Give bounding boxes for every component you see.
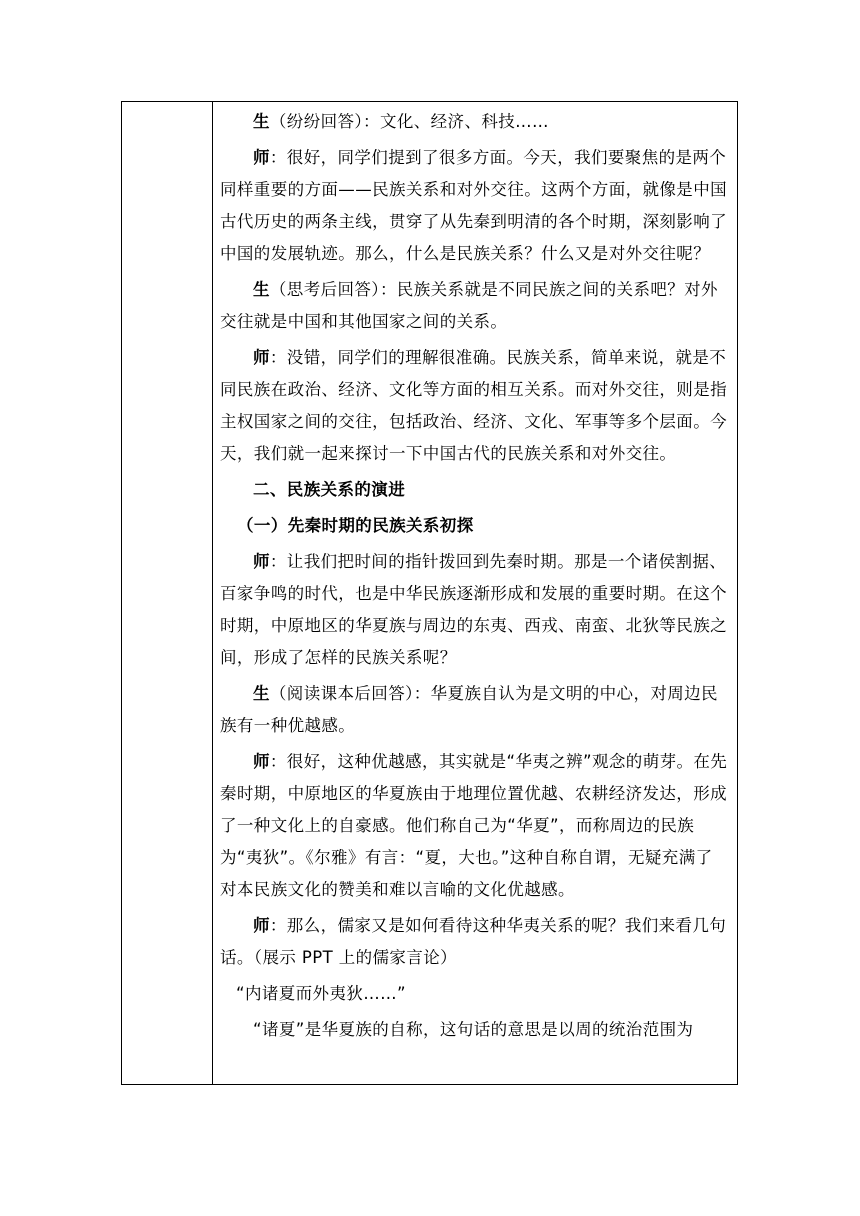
- teacher-paragraph: [220, 342, 728, 470]
- quotation: “内诸夏而外夷狄……”: [236, 984, 406, 1003]
- subsection-heading: （一）先秦时期的民族关系初探: [237, 516, 474, 535]
- speaker-label: 师: [253, 552, 270, 571]
- paragraph-text: （阅读课本后回答）：华夏族自认为是文明的中心，对周边民族有一种优越感。: [220, 684, 718, 735]
- speaker-label: 生: [253, 112, 270, 131]
- speaker-label: 师: [253, 348, 270, 367]
- paragraph-text: （思考后回答）：民族关系就是不同民族之间的关系吧？对外交往就是中国和其他国家之间的关系。: [220, 280, 718, 331]
- teacher-paragraph: [220, 910, 728, 974]
- lesson-content-cell: [220, 106, 728, 1046]
- paragraph-text: （纷纷回答）：文化、经济、科技……: [269, 112, 549, 131]
- paragraph-text: ：让我们把时间的指针拨回到先秦时期。那是一个诸侯割据、百家争鸣的时代，也是中华民族逐渐形成和发展的重要时期。在这个时期，中原地区的华夏族与周边的东夷、西戎、南蛮、北狄等民族之间，形成了怎样的民族关系呢？: [220, 552, 727, 667]
- speaker-label: 师: [253, 752, 270, 771]
- student-answer-paragraph: [220, 106, 728, 138]
- lesson-table: [121, 101, 738, 1085]
- paragraph-text: ：很好，同学们提到了很多方面。今天，我们要聚焦的是两个同样重要的方面——民族关系和对外交往。这两个方面，就像是中国古代历史的两条主线，贯穿了从先秦到明清的各个时期，深刻影响了中国的发展轨迹。那么，什么是民族关系？什么又是对外交往呢？: [220, 148, 727, 263]
- explanation-paragraph: “诸夏”是华夏族的自称，这句话的意思是以周的统治范围为: [253, 1020, 694, 1039]
- student-answer-paragraph: [220, 274, 728, 338]
- speaker-label: 师: [253, 916, 270, 935]
- teacher-paragraph: [220, 546, 728, 674]
- empty-left-cell: [122, 102, 212, 1084]
- paragraph-text: ：没错，同学们的理解很准确。民族关系，简单来说，就是不同民族在政治、经济、文化等方面的相互关系。而对外交往，则是指主权国家之间的交往，包括政治、经济、文化、军事等多个层面。今天，我们就一起来探讨一下中国古代的民族关系和对外交往。: [220, 348, 727, 463]
- student-answer-paragraph: [220, 678, 728, 742]
- teacher-paragraph: [220, 746, 728, 906]
- teacher-paragraph: [220, 142, 728, 270]
- speaker-label: 生: [253, 684, 270, 703]
- section-heading: 二、民族关系的演进: [253, 480, 406, 499]
- paragraph-text: ：那么，儒家又是如何看待这种华夷关系的呢？我们来看几句话。（展示 PPT 上的儒家言论）: [220, 916, 727, 967]
- paragraph-text: ：很好，这种优越感，其实就是“华夷之辨”观念的萌芽。在先秦时期，中原地区的华夏族由于地理位置优越、农耕经济发达，形成了一种文化上的自豪感。他们称自己为“华夏”，而称周边的民族为“夷狄”。《尔雅》有言：“夏，大也。”这种自称自谓，无疑充满了对本民族文化的赞美和难以言喻的文化优越感。: [220, 752, 728, 899]
- speaker-label: 师: [253, 148, 270, 167]
- column-divider: [212, 102, 213, 1084]
- speaker-label: 生: [253, 280, 270, 299]
